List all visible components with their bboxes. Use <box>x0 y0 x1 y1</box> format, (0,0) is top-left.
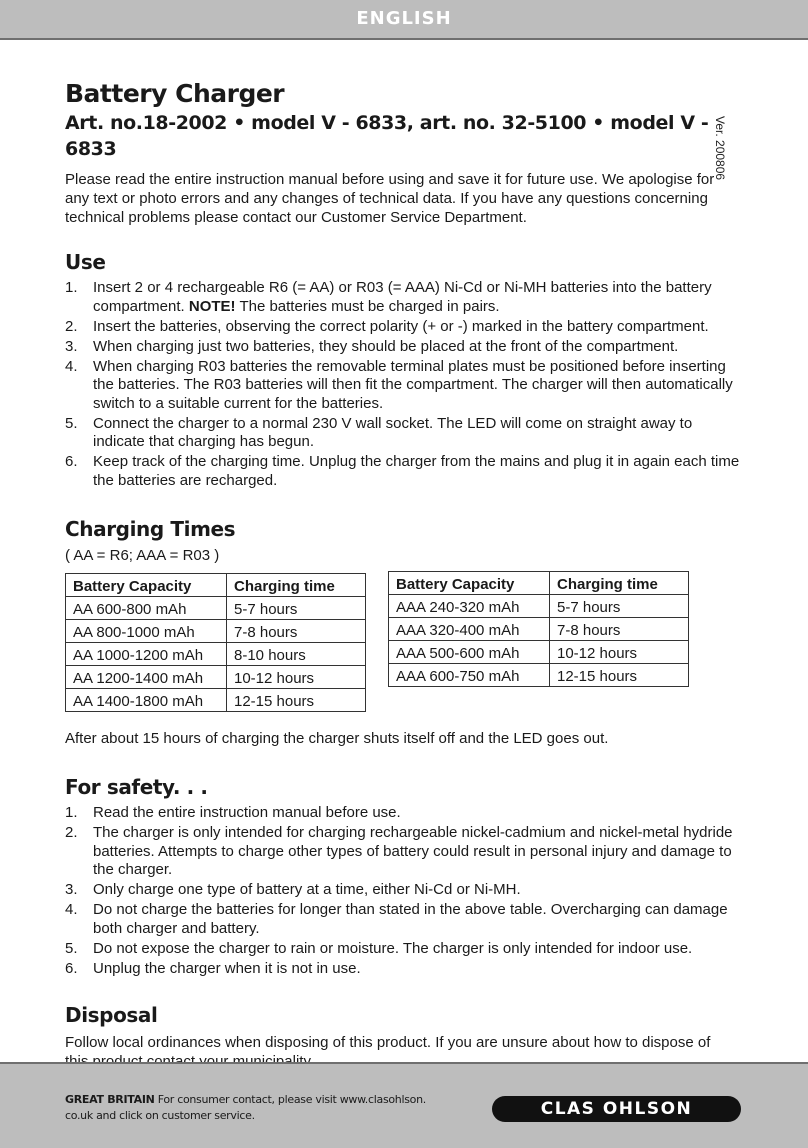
safety-list <box>65 804 740 978</box>
contact-line-1: For consumer contact, please visit www.clasohlson. <box>157 1093 426 1106</box>
table-header-row: Battery Capacity Charging time <box>66 574 366 597</box>
table-row: AAA 500-600 mAh 10-12 hours <box>389 641 689 664</box>
aaa-charging-table <box>388 571 689 687</box>
list-item: 6. Keep track of the charging time. Unplug the charger from the mains and plug it in again each time the batteries are recharged. <box>65 453 740 489</box>
clas-ohlson-logo: CLAS OHLSON <box>492 1096 741 1122</box>
auto-shutoff-note: After about 15 hours of charging the charger shuts itself off and the LED goes out. <box>65 730 609 747</box>
list-item: 2. Insert the batteries, observing the correct polarity (+ or -) marked in the battery compartment. <box>65 317 709 335</box>
country-label: GREAT BRITAIN <box>65 1093 155 1106</box>
use-list <box>65 279 740 490</box>
page-title: Battery Charger <box>65 79 285 108</box>
list-item: 5. Connect the charger to a normal 230 V wall socket. The LED will come on straight away to indicate that charging has begun. <box>65 414 693 450</box>
table-row: AA 600-800 mAh 5-7 hours <box>66 597 366 620</box>
charging-tables <box>65 573 740 729</box>
contact-line-2: co.uk and click on customer service. <box>65 1109 255 1122</box>
consumer-contact <box>65 1092 426 1124</box>
footer-bar <box>0 1062 808 1148</box>
use-section <box>65 249 740 490</box>
safety-heading: For safety. . . <box>65 775 208 799</box>
disposal-section <box>65 1002 740 1071</box>
disposal-heading: Disposal <box>65 1003 158 1027</box>
list-item: 1. Insert 2 or 4 rechargeable R6 (= AA) or R03 (= AAA) Ni-Cd or Ni-MH batteries into the battery compartment. NOTE! The batteries must be charged in pairs. <box>65 279 712 315</box>
list-item: 3. When charging just two batteries, they should be placed at the front of the compartment. <box>65 337 679 355</box>
list-item: 1. Read the entire instruction manual before use. <box>65 804 401 821</box>
document-body <box>65 78 740 1071</box>
table-row: AA 1200-1400 mAh 10-12 hours <box>66 666 366 689</box>
safety-section <box>65 774 740 978</box>
list-item: 2. The charger is only intended for charging rechargeable nickel-cadmium and nickel-metal hydride batteries. Attempts to charge other types of battery could result in personal injury and damage to the charger. <box>65 824 733 878</box>
header-bar <box>0 0 808 40</box>
list-item: 4. When charging R03 batteries the removable terminal plates must be positioned before inserting the batteries. The R03 batteries will then fit the compartment. The charger will then automatically switch to a suitable current for the batteries. <box>65 357 733 412</box>
table-row: AA 1000-1200 mAh 8-10 hours <box>66 643 366 666</box>
list-item: 6. Unplug the charger when it is not in use. <box>65 959 361 977</box>
version-label: Ver. 200806 <box>713 116 727 181</box>
page-subtitle: Art. no.18-2002 • model V - 6833, art. no. 32-5100 • model V - 6833 <box>65 112 709 160</box>
charging-note: ( AA = R6; AAA = R03 ) <box>65 547 220 564</box>
list-item: 4. Do not charge the batteries for longer than stated in the above table. Overcharging can damage both charger and battery. <box>65 901 728 937</box>
table-row: AAA 600-750 mAh 12-15 hours <box>389 664 689 687</box>
intro-paragraph: Please read the entire instruction manual before using and save it for future use. We apologise for any text or photo errors and any changes of technical data. If you have any questions concerning technical problems please contact our Customer Service Department. <box>65 171 715 226</box>
table-row: AA 800-1000 mAh 7-8 hours <box>66 620 366 643</box>
charging-heading: Charging Times <box>65 517 236 541</box>
aa-charging-table <box>65 573 366 712</box>
table-row: AAA 320-400 mAh 7-8 hours <box>389 618 689 641</box>
table-row: AA 1400-1800 mAh 12-15 hours <box>66 689 366 712</box>
use-heading: Use <box>65 250 106 274</box>
table-header-row: Battery Capacity Charging time <box>389 572 689 595</box>
disposal-paragraph: Follow local ordinances when disposing of this product. If you are unsure about how to dispose of <box>65 1034 711 1051</box>
charging-section <box>65 516 740 748</box>
list-item: 5. Do not expose the charger to rain or moisture. The charger is only intended for indoor use. <box>65 939 693 957</box>
list-item: 3. Only charge one type of battery at a time, either Ni-Cd or Ni-MH. <box>65 881 521 898</box>
language-label: ENGLISH <box>356 8 452 29</box>
table-row: AAA 240-320 mAh 5-7 hours <box>389 595 689 618</box>
